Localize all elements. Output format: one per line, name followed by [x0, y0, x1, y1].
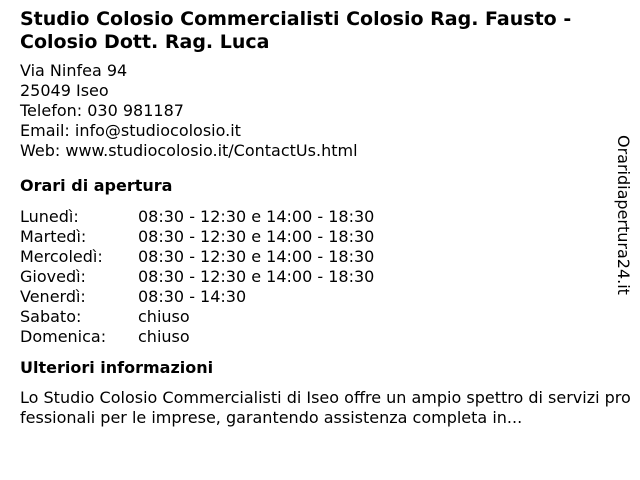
- info-text: Lo Studio Colosio Commercialisti di Iseo offre un ampio spettro di servizi professionali per le imprese, garantendo assistenza completa in...: [20, 388, 631, 427]
- address-block: [20, 61, 620, 161]
- time-value: 08:30 - 12:30 e 14:00 - 18:30: [138, 267, 375, 286]
- day-label: Sabato:: [20, 307, 82, 326]
- site-watermark: Oraridiapertura24.it: [614, 135, 633, 295]
- hours-row-thursday: [20, 267, 620, 287]
- web-line: Web: www.studiocolosio.it/ContactUs.html: [20, 141, 358, 160]
- phone-line: Telefon: 030 981187: [20, 101, 184, 120]
- street-address: Via Ninfea 94: [20, 61, 128, 80]
- day-label: Mercoledì:: [20, 247, 103, 266]
- day-label: Venerdì:: [20, 287, 86, 306]
- hours-row-monday: [20, 207, 620, 227]
- hours-heading: Orari di apertura: [20, 176, 173, 195]
- day-label: Giovedì:: [20, 267, 86, 286]
- day-label: Martedì:: [20, 227, 87, 246]
- day-label: Lunedì:: [20, 207, 79, 226]
- time-value: 08:30 - 12:30 e 14:00 - 18:30: [138, 227, 375, 246]
- hours-row-friday: [20, 287, 620, 307]
- time-value: 08:30 - 14:30: [138, 287, 247, 306]
- time-value: 08:30 - 12:30 e 14:00 - 18:30: [138, 247, 375, 266]
- time-value: 08:30 - 12:30 e 14:00 - 18:30: [138, 207, 375, 226]
- hours-row-sunday: [20, 327, 620, 347]
- hours-table: [20, 207, 620, 347]
- page-title: Studio Colosio Commercialisti Colosio Rag. Fausto - Colosio Dott. Rag. Luca: [20, 8, 572, 53]
- hours-row-tuesday: [20, 227, 620, 247]
- hours-row-saturday: [20, 307, 620, 327]
- info-heading: Ulteriori informazioni: [20, 358, 214, 377]
- day-label: Domenica:: [20, 327, 107, 346]
- city-postcode: 25049 Iseo: [20, 81, 109, 100]
- time-value: chiuso: [138, 307, 190, 326]
- email-line: Email: info@studiocolosio.it: [20, 121, 241, 140]
- time-value: chiuso: [138, 327, 190, 346]
- hours-row-wednesday: [20, 247, 620, 267]
